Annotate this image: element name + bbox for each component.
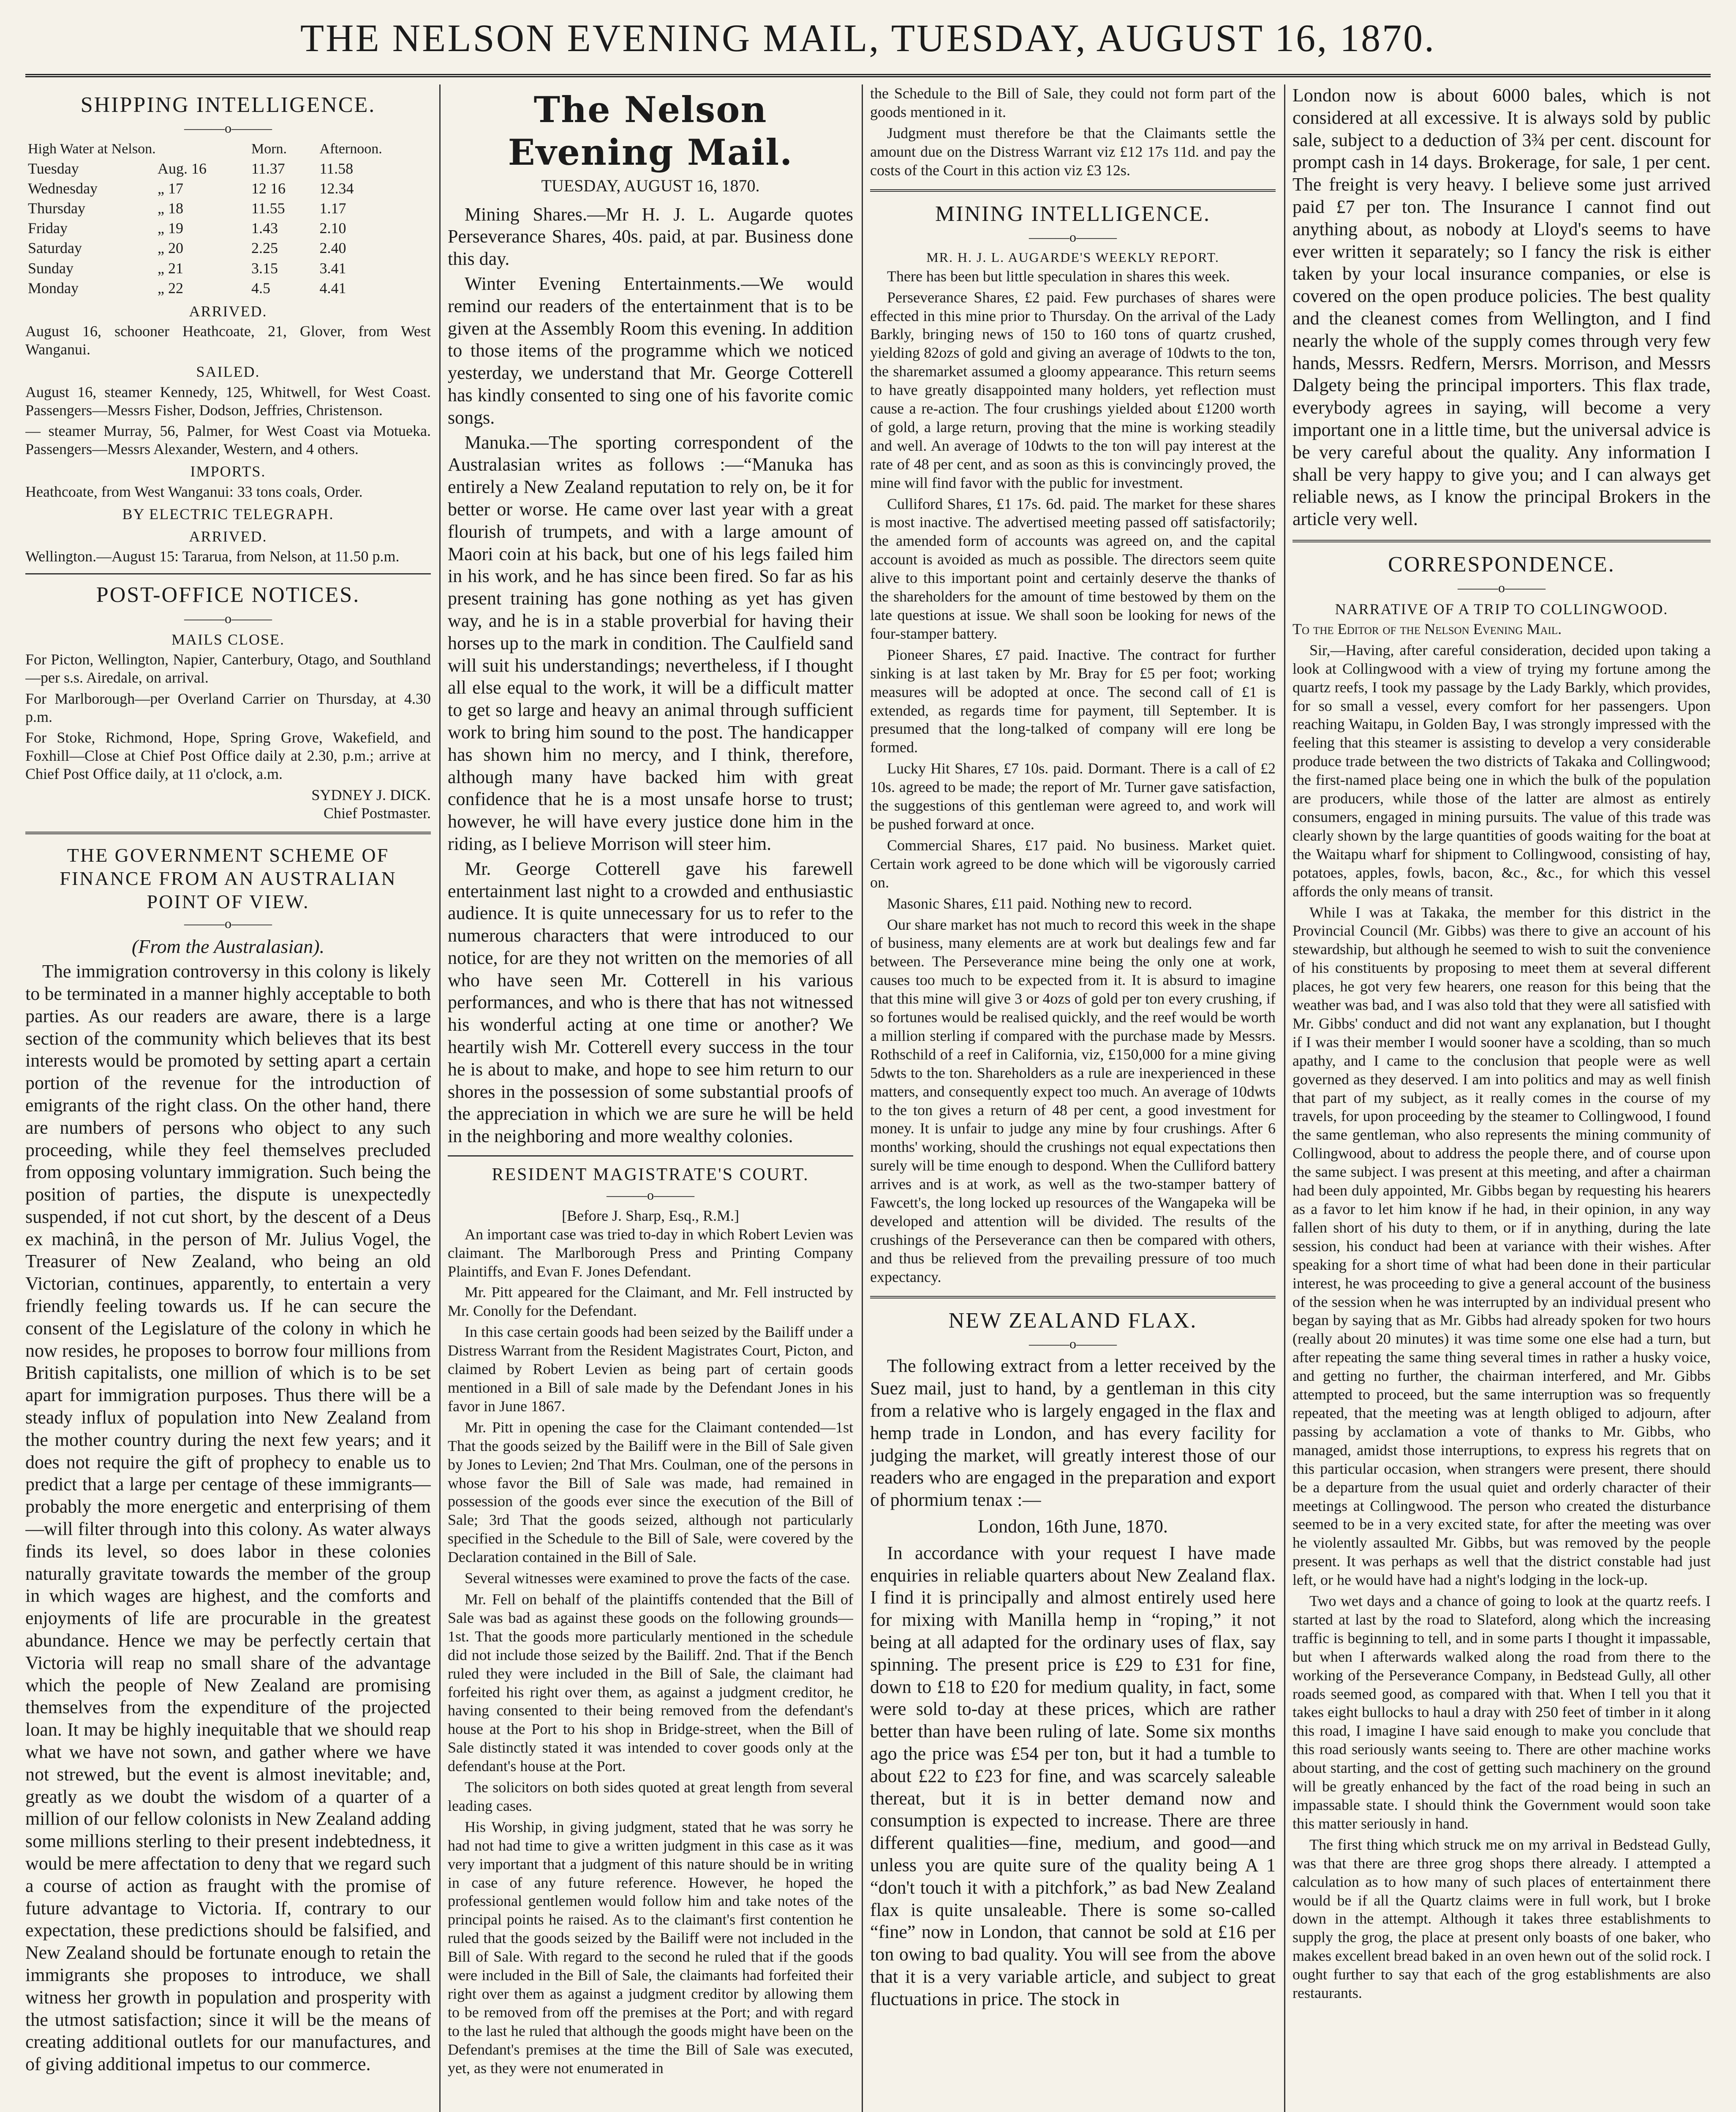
arrived-text: August 16, schooner Heathcoate, 21, Glover, from West Wanganui. [25, 323, 431, 358]
tide-morn: 3.15 [251, 259, 278, 277]
tide-date: „ 17 [158, 180, 183, 197]
tide-header-aft: Afternoon. [319, 141, 382, 157]
court-para: Several witnesses were examined to prove the facts of the case. [465, 1570, 850, 1587]
table-row [25, 278, 431, 298]
divider: ———o——— [184, 120, 272, 136]
tide-aft: 11.58 [319, 160, 354, 177]
mining-para: Our share market has not much to record this week in the shape of business, many elements are at work but dealings few and far between. The Perseverance mine being the only one at work, causes too much to be expected from it. It is absurd to imagine that this mine will give 3 or 4ozs of gold per ton every crushing, if so fortunes would be realised quickly, and the reef would be worth a million sterling if compared with the purchase made by Messrs. Rothschild of a reef in California, viz, £150,000 for a mine giving 5dwts to the ton. Shareholders as a rule are inexperienced in these matters, and consequently expect too much. An average of 10dwts to the ton gives a return of 48 per cent, a good investment for money. It is unfair to judge any mine by four crushings. After 6 months' working, should the crushings not equal expectations then surely will be time enough to despond. When the Culliford battery arrives and is at work, as well as the two-stamper battery of Fawcett's, the long locked up resources of the Wangapeka will be developed and attention will be divided. The results of the crushings of the Perseverance can then be compared with others, and thus be relieved from the prevailing pressure of too much expectancy. [870, 916, 1276, 1285]
column-rule [1284, 84, 1285, 2112]
post-notice: For Stoke, Richmond, Hope, Spring Grove, Wakefield, and Foxhill—Close at Chief Post Office daily at 2.30, p.m.; arrive at Chief Post Office daily, at 11 o'clock, a.m. [25, 729, 431, 783]
table-row [25, 218, 431, 238]
column-1 [25, 84, 431, 2112]
post-title: POST-OFFICE NOTICES. [96, 583, 360, 607]
tide-day: Monday [28, 279, 79, 297]
tide-aft: 3.41 [319, 259, 346, 277]
divider: ———o——— [1458, 580, 1546, 596]
section-divider [870, 1296, 1276, 1298]
correspondence-para: While I was at Takaka, the member for this district in the Provincial Council (Mr. Gibbs) was there to give an account of his stewardship, but although he seemed to wish to suit the convenience of his constituents by proposing to meet them at several different places, he got very few hearers, one reason for this being that the weather was bad, and I was also told that they were all satisfied with Mr. Gibbs' conduct and did not want any explanation, but I thought if I was their member I would sooner have a scolding, than so much apathy, and I came to the conclusion that people were as well governed as they deserved. I am into politics and may as well finish that part of my subject, as it really comes in the course of my travels, for upon proceeding by the steamer to Collingwood, I found the same gentleman, who also represents the mining community of Collingwood, about to address the people there, and of course upon the same subject. I was present at this meeting, and after a chairman had been duly appointed, Mr. Gibbs began by requesting his hearers as a favor to let him know if he had, in their opinion, in any way fallen short of his duty to them, or if in anything, during the late session, his conduct had been at variance with their wishes. After speaking for a short time of what had been done in their particular interest, he was proceeding to give a general account of the business of the session when he was interrupted by an individual present who began by saying that as Mr. Gibbs had already spoken for two hours (really about 20 minutes) it was time some one else had a turn, but after repeating the same thing several times in rather a husky voice, and getting no further, the chairman interfered, and Mr. Gibbs attempted to proceed, but the same interruption was so frequently repeated, that the meeting was at length obliged to adjourn, after passing by acclamation a vote of thanks to Mr. Gibbs, who managed, amidst those interruptions, to express his regrets that on this particular occasion, when strangers were present, there should be a departure from the usual quiet and orderly character of their meetings at Collingwood. The person who created the disturbance seemed to be in a very excited state, for after the meeting was over he violently assaulted Mr. Gibbs, but was removed by the people present. It was perhaps as well that the district constable had just left, or he would have had a night's lodging in the lock-up. [1292, 904, 1711, 1589]
column-rule [862, 84, 863, 2112]
correspondence-para: The first thing which struck me on my arrival in Bedstead Gully, was that there are three grog shops there already. I attempted a calculation as to how many of such places of entertainment there would be if all the Quartz claims were in full work, but I broke down in the attempt. Although it takes three establishments to supply the grog, the place at present only boasts of one baker, who makes excellent bread baked in an oven hewn out of the solid rock. I ought further to say that each of the grog establishments are also restaurants. [1292, 1836, 1711, 2002]
tide-date: „ 19 [158, 220, 183, 237]
post-signature-title: Chief Postmaster. [324, 804, 431, 822]
mining-para: Pioneer Shares, £7 paid. Inactive. The contract for further sinking is at last taken by Mr. Bray for £5 per foot; working measures will be adopted at once. The second call of £1 is extended, as regards time for payment, till September. It is presumed that the long-talked of company will ere long be formed. [870, 646, 1276, 756]
post-notice: For Marlborough—per Overland Carrier on Thursday, at 4.30 p.m. [25, 690, 431, 725]
editorial-manuka: Manuka.—The sporting correspondent of the Australasian writes as follows :—“Manuka has entirely a New Zealand reputation to rely on, be it for better or worse. He came over last year with a great flourish of trumpets, and with a large amount of Maori coin at his back, but one of his legs failed him in his work, and he has since been fired. So far as his present training has gone nothing as yet has given way, and he is in a stable proverbial for having their horses up to the mark in condition. The Caulfield sand will suit his understandings; nevertheless, if I thought all else equal to the work, it will be a difficult matter to get so large and heavy an animal through sufficient work to bring him sound to the post. The handicapper has shown him no mercy, and I think, therefore, although many have backed him with great confidence that he is a most unsafe horse to trust; however, he will have every justice done him in the riding, as I believe Morrison will steer him. [448, 432, 853, 854]
divider: ———o——— [607, 1187, 694, 1203]
court-title: RESIDENT MAGISTRATE'S COURT. [492, 1165, 809, 1185]
mining-para: Commercial Shares, £17 paid. No business. Market quiet. Certain work agreed to be done which will be vigorously carried on. [870, 836, 1276, 891]
court-para: Mr. Pitt in opening the case for the Claimant contended—1st That the goods seized by the Bailiff were in the Bill of Sale given by Jones to Levien; 2nd That Mrs. Coulman, one of the persons in whose favor the Bill of Sale was made, had remained in possession of the goods ever since the execution of the Bill of Sale; 3rd That the goods seized, although not particularly specified in the Schedule to the Bill of Sale, were covered by the Declaration contained in the Bill of Sale. [448, 1418, 853, 1566]
tide-aft: 4.41 [319, 279, 346, 297]
divider: ———o——— [184, 915, 272, 931]
tide-date: „ 22 [158, 279, 183, 297]
column-3 [870, 84, 1276, 2112]
masthead-rule [25, 74, 1711, 77]
finance-body: The immigration controversy in this colony is likely to be terminated in a manner highly acceptable to both parties. As our readers are aware, there is a large section of the community which believes that its best interests would be promoted by setting apart a certain portion of the revenue for the introduction of emigrants of the right class. On the other hand, there are numbers of persons who object to any such proceeding, while they feel themselves precluded from opposing voluntary immigration. Such being the position of parties, the dispute is unexpectedly suspended, if not cut short, by the descent of a Deus ex machinâ, in the person of Mr. Julius Vogel, the Treasurer of New Zealand, who being an old Victorian, continues, apparently, to entertain a very friendly feeling towards us. If he can secure the consent of the Legislature of the colony in which he now resides, he proposes to borrow four millions from British capitalists, one million of which is to be set apart for immigration purposes. Thus there will be a steady influx of population into New Zealand from the mother country during the next few years; and it does not require the gift of prophecy to enable us to predict that a large per centage of these immigrants—probably the more energetic and enterprising of them—will filter through into this colony. As water always finds its level, so does labor in these colonies naturally gravitate towards the member of the group in which wages are highest, and the comforts and enjoyments of life are procurable in the greatest abundance. Hence we may be perfectly certain that Victoria will reap no small share of the advantage which the people of New Zealand are promising themselves from the expenditure of the projected loan. It may be highly inequitable that we should reap what we have not sown, and gather where we have not strewed, but the event is almost inevitable; and, greatly as we doubt the wisdom of a quarter of a million of our fellow colonists in New Zealand adding some millions sterling to their present indebtedness, it would be mere affectation to deny that we regard such a course of action as fraught with the promise of future advantage to Victoria. If, contrary to our expectation, these predictions should be falsified, and New Zealand should be fortunate enough to retain the immigrants she proposes to introduce, we shall witness her growth in population and prosperity with the utmost satisfaction; since it will be the means of creating additional outlets for our manufactures, and of giving additional impetus to our commerce. [25, 961, 431, 2075]
mining-para: Culliford Shares, £1 17s. 6d. paid. The market for these shares is most inactive. The advertised meeting passed off satisfactorily; the amended form of accounts was agreed on, and the capital account is avoided as much as possible. The directors seem quite alive to this important point and certainly deserve the thanks of the shareholders for the amount of time bestowed by them on the late questions at issue. We shall soon be looking for news of the four-stamper battery. [870, 495, 1276, 642]
tide-date: „ 21 [158, 259, 183, 277]
telegraph-heading: BY ELECTRIC TELEGRAPH. [122, 505, 334, 523]
divider: ———o——— [1029, 1336, 1117, 1352]
tide-date: „ 18 [158, 199, 183, 217]
sailed-heading: SAILED. [196, 363, 260, 381]
mining-title: MINING INTELLIGENCE. [935, 201, 1211, 226]
section-divider [448, 1155, 853, 1157]
editorial-mining: Mining Shares.—Mr H. J. L. Augarde quotes Perseverance Shares, 40s. paid, at par. Business done this day. [448, 204, 853, 269]
correspondence-subtitle: NARRATIVE OF A TRIP TO COLLINGWOOD. [1335, 600, 1668, 618]
flax-letter-date: London, 16th June, 1870. [978, 1516, 1168, 1537]
tide-morn: 4.5 [251, 279, 270, 297]
divider: ———o——— [184, 610, 272, 626]
correspondence-title: CORRESPONDENCE. [1388, 552, 1615, 577]
sailed-text: — steamer Murray, 56, Palmer, for West Coast via Motueka. Passengers—Messrs Alexander, Western, and 4 others. [25, 422, 431, 458]
tide-date: Aug. 16 [158, 160, 207, 177]
imports-heading: IMPORTS. [190, 463, 266, 480]
mining-subtitle: MR. H. J. L. AUGARDE'S WEEKLY REPORT. [926, 250, 1219, 265]
telegraph-arrived-heading: ARRIVED. [189, 528, 267, 545]
mails-heading: MAILS CLOSE. [171, 631, 285, 648]
tide-header-morn: Morn. [251, 141, 287, 157]
court-para: Mr. Pitt appeared for the Claimant, and Mr. Fell instructed by Mr. Conolly for the Defendant. [448, 1284, 853, 1320]
masthead: THE NELSON EVENING MAIL, TUESDAY, AUGUST 16, 1870. [300, 16, 1436, 60]
tide-morn: 1.43 [251, 220, 278, 237]
flax-title: NEW ZEALAND FLAX. [948, 1308, 1197, 1333]
imports-text: Heathcoate, from West Wanganui: 33 tons coals, Order. [25, 483, 363, 500]
court-judgment: Judgment must therefore be that the Claimants settle the amount due on the Distress Warrant viz £12 17s 11d. and pay the costs of the Court in this action viz £3 12s. [870, 124, 1276, 179]
tide-aft: 12.34 [319, 180, 354, 197]
paper-date: TUESDAY, AUGUST 16, 1870. [541, 176, 760, 195]
post-notice: For Picton, Wellington, Napier, Canterbury, Otago, and Southland—per s.s. Airedale, on arrival. [25, 651, 431, 686]
arrived-heading: ARRIVED. [189, 302, 267, 320]
table-row [25, 199, 431, 218]
shipping-title: SHIPPING INTELLIGENCE. [80, 93, 376, 117]
divider: ———o——— [1029, 229, 1117, 245]
correspondence-para: Two wet days and a chance of going to look at the quartz reefs. I started at last by the road to Slateford, along which the increasing traffic is beginning to tell, and in some parts I thought it impassable, but when I afterwards walked along the road from there to the working of the Perseverance Company, in Bedstead Gully, all other roads seemed good, as compared with that. When I tell you that it takes eight bullocks to haul a dray with 250 feet of timber in it along this road, I imagine I have said enough to make you conclude that this road seriously wants seeing to. There are other machine works about starting, and the cost of getting such machinery on the ground will be greatly enhanced by the fact of the road being in such an impassable state. I should think the Government would soon take this matter seriously in hand. [1292, 1592, 1711, 1832]
table-row [25, 259, 431, 278]
section-divider [25, 573, 431, 574]
court-para: The solicitors on both sides quoted at great length from several leading cases. [448, 1779, 853, 1814]
section-divider [870, 189, 1276, 192]
court-continued: the Schedule to the Bill of Sale, they could not form part of the goods mentioned in it. [870, 85, 1276, 120]
paper-title: The Nelson Evening Mail. [508, 89, 793, 173]
section-divider [25, 832, 431, 834]
tide-table [25, 140, 431, 298]
sailed-text: August 16, steamer Kennedy, 125, Whitwell, for West Coast. Passengers—Messrs Fisher, Dodson, Jeffries, Christenson. [25, 383, 431, 419]
tide-day: Wednesday [28, 180, 98, 197]
flax-intro: The following extract from a letter received by the Suez mail, just to hand, by a gentleman in this city from a relative who is largely engaged in the flax and hemp trade in London, and has every facility for judging the market, will greatly interest those of our readers who are engaged in the preparation and export of phormium tenax :— [870, 1355, 1276, 1511]
tide-aft: 1.17 [319, 199, 346, 217]
tide-morn: 2.25 [251, 240, 278, 257]
tide-morn: 11.55 [251, 199, 285, 217]
court-para: In this case certain goods had been seized by the Bailiff under a Distress Warrant from the Resident Magistrates Court, Picton, and claimed by Robert Levien as being part of certain goods mentioned in a Bill of sale made by the Defendant Jones in his favor in June 1867. [448, 1323, 853, 1415]
tide-morn: 11.37 [251, 160, 285, 177]
flax-continued: London now is about 6000 bales, which is not considered at all excessive. It is always sold by public sale, subject to a deduction of 3¾ per cent. discount for prompt cash in 14 days. Brokerage, for sale, 1 per cent. The freight is very heavy. I believe some just arrived paid £7 per ton. The Insurance I cannot find out anything about, as nobody at Lloyd's seems to have ever written it separately; so I fancy the risk is either taken by your local insurance companies, or else is covered on the open produce policies. The best quality and the cleanest comes from Wellington, and I find nearly the whole of the supply comes through very few hands, Messrs. Redfern, Mersrs. Morrison, and Messrs Dalgety being the principal importers. This flax trade, everybody agrees in saying, will become a very important one in a little time, but the universal advice is be very careful about the quality. Any information I shall be very happy to give you; and I can always get reliable news, as I know the principal Brokers in the article very well. [1292, 85, 1711, 530]
tide-day: Friday [28, 220, 68, 237]
court-para: An important case was tried to-day in which Robert Levien was claimant. The Marlborough Press and Printing Company Plaintiffs, and Evan F. Jones Defendant. [448, 1225, 853, 1280]
table-row [25, 238, 431, 258]
flax-para: In accordance with your request I have made enquiries in reliable quarters about New Zealand flax. I find it is principally and almost entirely used here for mixing with Manilla hemp in “roping,” it not being at all adapted for the ordinary uses of flax, say spinning. The present price is £29 to £31 for fine, down to £18 to £20 for medium quality, in fact, some were sold to-day at these prices, which are rather better than have been ruling of late. Some six months ago the price was £54 per ton, but it had a tumble to about £22 to £23 for fine, and was scarcely saleable thereat, but it is in better demand now and consumption is expected to increase. There are three different qualities—fine, medium, and good—and unless you are quite sure of the quality being A 1 “don't touch it with a pitchfork,” as bad New Zealand flax is quite unsaleable. There is some so-called “fine” now in London, that cannot be sold at £16 per ton owing to bad quality. You will see from the above that it is a very variable article, and subject to great fluctuations in price. The stock in [870, 1542, 1276, 2009]
editorial-winter: Winter Evening Entertainments.—We would remind our readers of the entertainment that is to be given at the Assembly Room this evening. In addition to those items of the programme which we noticed yesterday, we understand that Mr. George Cotterell has kindly consented to sing one of his favorite comic songs. [448, 273, 853, 428]
correspondence-para: Sir,—Having, after careful consideration, decided upon taking a look at Collingwood with a view of trying my fortune among the quartz reefs, I took my passage by the Lady Barkly, which provides, for so small a vessel, every comfort for her passengers. Upon reaching Waitapu, in Golden Bay, I was strongly impressed with the feeling that this steamer is assisting to develop a very considerable produce trade between the two districts of Takaka and Collingwood; the first-named place being one in which the bulk of the population are producers, while those of the latter are almost as entirely consumers, engaged in mining pursuits. The value of this trade was clearly shown by the large quantities of goods waiting for the boat at the Waitapu wharf for shipment to Collingwood, consisting of hay, potatoes, apples, fowls, bacon, &c., &c., for which this vessel affords the only means of transit. [1292, 641, 1711, 900]
tide-day: Thursday [28, 199, 85, 217]
telegraph-text: Wellington.—August 15: Tararua, from Nelson, at 11.50 p.m. [25, 548, 400, 565]
post-signature: SYDNEY J. DICK. [311, 786, 431, 803]
column-2 [448, 84, 853, 2112]
tide-morn: 12 16 [251, 180, 286, 197]
tide-day: Sunday [28, 259, 73, 277]
court-para: Mr. Fell on behalf of the plaintiffs contended that the Bill of Sale was bad as against these goods on the following grounds—1st. That the goods more particularly mentioned in the schedule did not include those seized by the Bailiff. 2nd. That if the Bench ruled they were included in the Bill of Sale, the claimant had forfeited his right over them, as against a judgment creditor, he having consented to their being removed from the defendant's house at the Port to his shop in Bridge-street, when the Bill of Sale distinctly stated it was intended to cover goods only at the defendant's house at the Port. [448, 1590, 853, 1775]
finance-source: (From the Australasian). [131, 935, 325, 957]
editorial-cotterell: Mr. George Cotterell gave his farewell entertainment last night to a crowded and enthusiastic audience. It is quite unnecessary for us to refer to the numerous characters that were introduced to our notice, for are they not written on the memories of all who have seen Mr. Cotterell in his various performances, and who is there that has not witnessed his wonderful acting at one time or another? We heartily wish Mr. Cotterell every success in the tour he is about to make, and hope to see him return to our shores in the possession of some substantial proofs of the appreciation in which we are sure he will be held in the neighboring and more wealthy colonies. [448, 858, 853, 1147]
mining-para: There has been but little speculation in shares this week. [887, 267, 1230, 285]
tide-day: Saturday [28, 240, 82, 257]
tide-aft: 2.10 [319, 220, 346, 237]
tide-aft: 2.40 [319, 240, 346, 257]
section-divider [1292, 540, 1711, 542]
correspondence-to: To the Editor of the Nelson Evening Mail. [1292, 620, 1562, 637]
tide-date: „ 20 [158, 240, 183, 257]
table-row [25, 179, 431, 199]
column-4 [1292, 84, 1711, 2112]
court-before: [Before J. Sharp, Esq., R.M.] [562, 1207, 739, 1224]
finance-title: THE GOVERNMENT SCHEME OF FINANCE FROM AN AUSTRALIAN POINT OF VIEW. [60, 844, 397, 913]
column-rule [439, 84, 441, 2112]
tide-day: Tuesday [28, 160, 79, 177]
tide-header-label: High Water at Nelson. [28, 141, 156, 157]
mining-para: Masonic Shares, £11 paid. Nothing new to record. [887, 895, 1192, 912]
table-row [25, 159, 431, 179]
court-para: His Worship, in giving judgment, stated that he was sorry he had not had time to give a written judgment in this case as it was very important that a judgment of this nature should be in writing in case of any future reference. However, he hoped the professional gentlemen would follow him and take notes of the principal points he raised. As to the claimant's first contention he ruled that the goods seized by the Bailiff were not included in the Bill of Sale. With regard to the second he ruled that if the goods were included in the Bill of Sale, the claimants had forfeited their right over them as against a judgment creditor by allowing them to be removed from off the premises at the Port; and with regard to the last he ruled that although the goods might have been on the Defendant's premises at the time the Bill of Sale was executed, yet, as they were not enumerated in [448, 1818, 853, 2077]
mining-para: Lucky Hit Shares, £7 10s. paid. Dormant. There is a call of £2 10s. agreed to be made; the report of Mr. Turner gave satisfaction, the suggestions of this gentleman were agreed to, and work will be pushed forward at once. [870, 760, 1276, 833]
mining-para: Perseverance Shares, £2 paid. Few purchases of shares were effected in this mine prior to Thursday. On the arrival of the Lady Barkly, bringing news of 150 to 160 tons of quartz crushed, yielding 82ozs of gold and giving an average of 10dwts to the ton, the sharemarket assumed a gloomy appearance. This return seems to have greatly disappointed many holders, yet reflection must cause a re-action. The four crushings yielded about £1200 worth of gold, a large return, proving that the mine is working steadily and well. An average of 10dwts to the ton will pay interest at the rate of 48 per cent, and as soon as this is convincingly proved, the mine will find favor with the public for investment. [870, 288, 1276, 491]
